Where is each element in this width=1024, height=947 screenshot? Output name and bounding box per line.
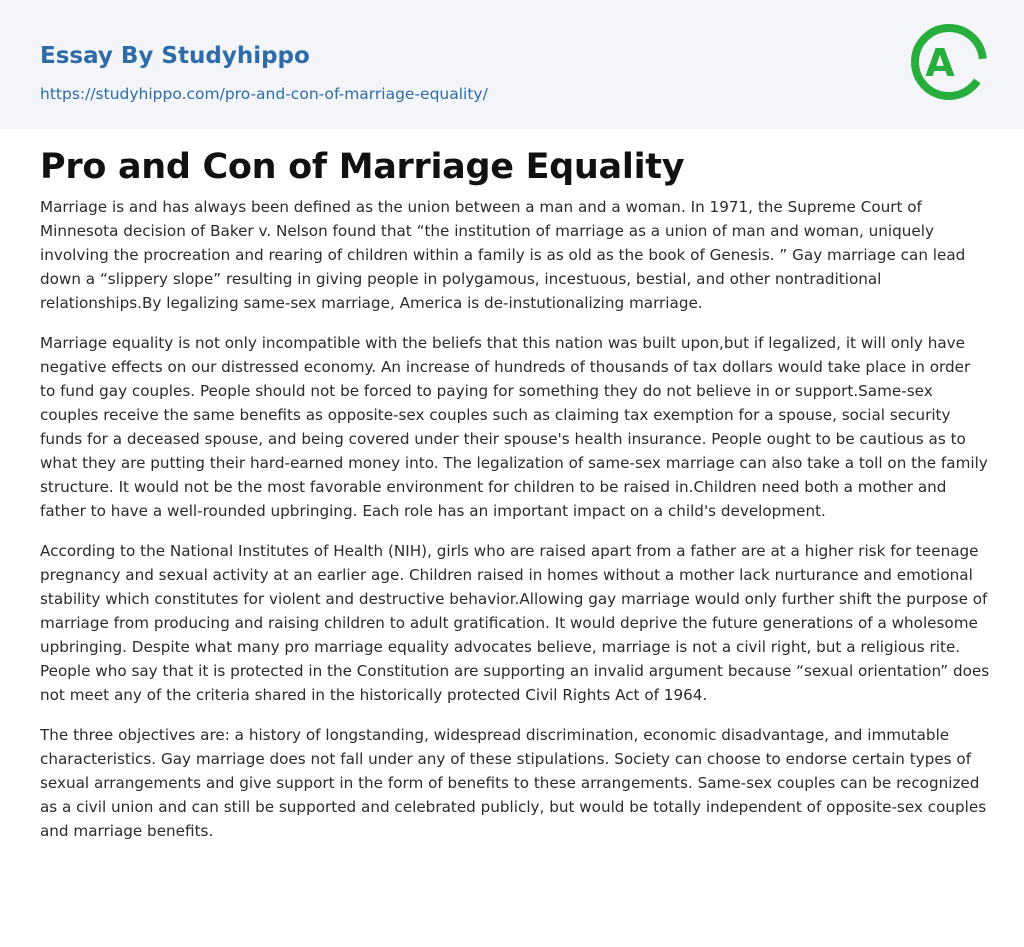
article-body — [40, 195, 990, 859]
logo-letter: A — [925, 41, 955, 85]
article-paragraph-4: The three objectives are: a history of longstanding, widespread discrimination, economic disadvantage, and immutable characteristics. Gay marriage does not fall under any of these stipulations. Society can choose to endorse certain types of sexual arrangements and give support in the form of benefits to these arrangements. Same-sex couples can be recognized as a civil union and can still be supported and celebrated publicly, but would be totally independent of opposite-sex couples and marriage benefits. — [40, 726, 987, 840]
studyhippo-logo-icon[interactable] — [910, 18, 988, 106]
article-paragraph-1: Marriage is and has always been defined as the union between a man and a woman. In 1971, the Supreme Court of Minnesota decision of Baker v. Nelson found that “the institution of marriage as a union of man and woman, uniquely involving the procreation and rearing of children within a family is as old as the book of Genesis. ” Gay marriage can lead down a “slippery slope” resulting in giving people in polygamous, incestuous, bestial, and other nontraditional relationships.By legalizing same-sex marriage, America is de-instutionalizing marriage. — [40, 198, 966, 312]
article-title: Pro and Con of Marriage Equality — [40, 147, 685, 187]
page-url-link[interactable]: https://studyhippo.com/pro-and-con-of-marriage-equality/ — [40, 85, 488, 103]
article-paragraph-2: Marriage equality is not only incompatible with the beliefs that this nation was built upon,but if legalized, it will only have negative effects on our distressed economy. An increase of hundreds of thousands of tax dollars would take place in order to fund gay couples. People should not be forced to paying for something they do not believe in or support.Same-sex couples receive the same benefits as opposite-sex couples such as claiming tax exemption for a spouse, social security funds for a deceased spouse, and being covered under their spouse's health insurance. People ought to be cautious as to what they are putting their hard-earned money into. The legalization of same-sex marriage can also take a toll on the family structure. It would not be the most favorable environment for children to be raised in.Children need both a mother and father to have a well-rounded upbringing. Each role has an important impact on a child's development. — [40, 334, 988, 520]
article-paragraph-3: According to the National Institutes of Health (NIH), girls who are raised apart from a father are at a higher risk for teenage pregnancy and sexual activity at an earlier age. Children raised in homes without a mother lack nurturance and emotional stability which constitutes for violent and destructive behavior.Allowing gay marriage would only further shift the purpose of marriage from producing and raising children to adult gratification. It would deprive the future generations of a wholesome upbringing. Despite what many pro marriage equality advocates believe, marriage is not a civil right, but a religious rite. People who say that it is protected in the Constitution are supporting an invalid argument because “sexual orientation” does not meet any of the criteria shared in the historically protected Civil Rights Act of 1964. — [40, 542, 990, 704]
site-header — [0, 0, 1024, 129]
site-brand[interactable]: Essay By Studyhippo — [40, 43, 310, 69]
